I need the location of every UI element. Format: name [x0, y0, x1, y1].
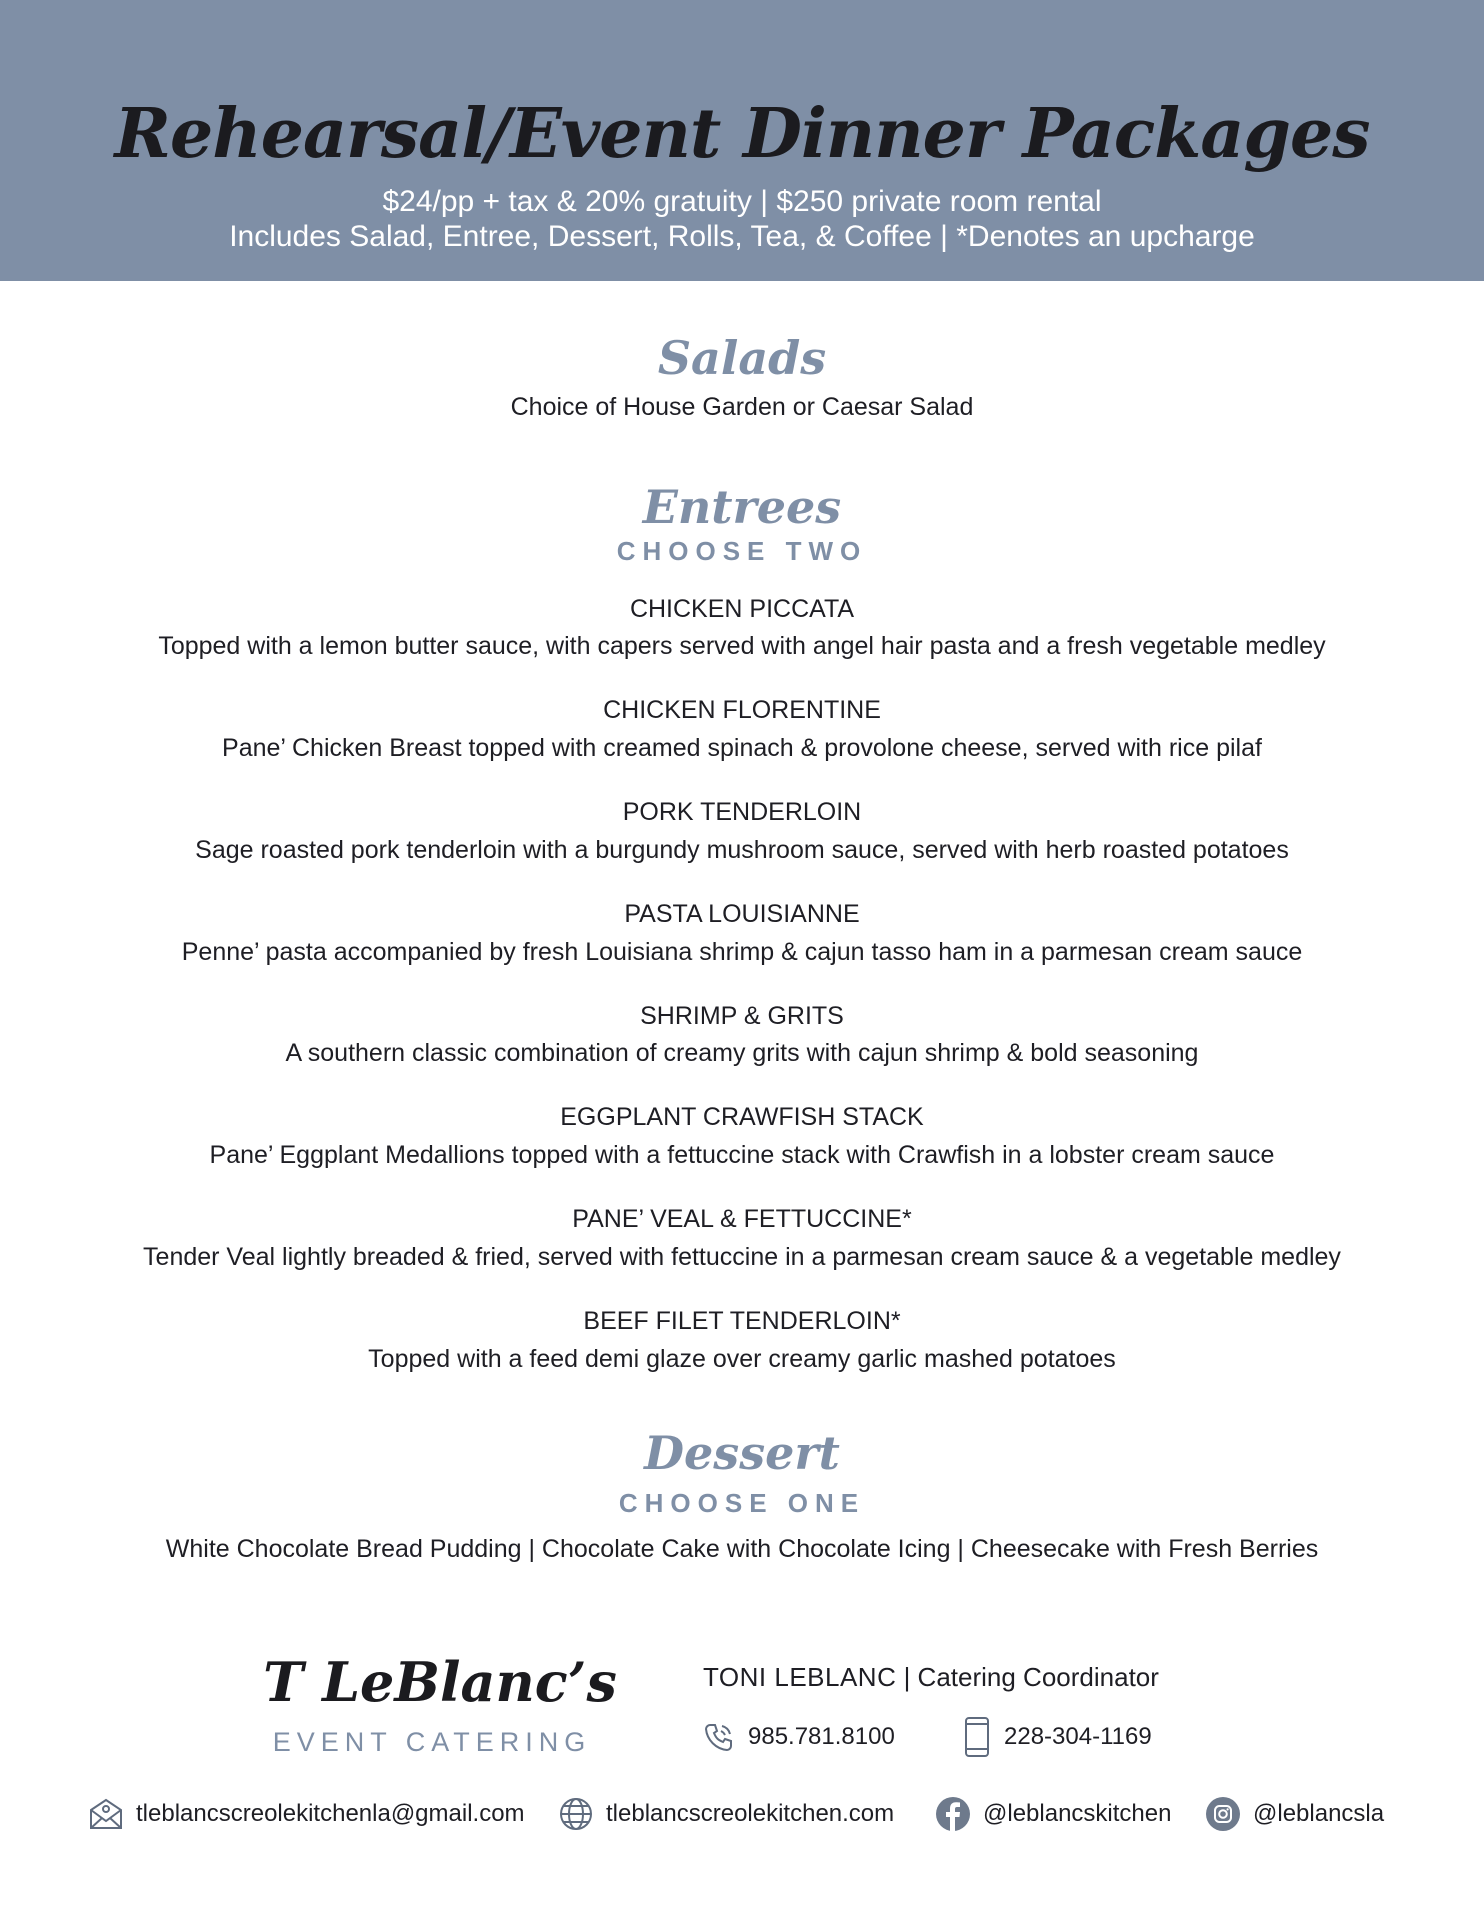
entree-name: PANE’ VEAL & FETTUCCINE*	[572, 1205, 912, 1233]
entrees-heading: Entrees	[642, 480, 842, 534]
entree-name: PASTA LOUISIANNE	[624, 900, 860, 928]
entree-description: Topped with a lemon butter sauce, with capers served with angel hair pasta and a fresh vegetable medley	[158, 632, 1326, 660]
entree-name: SHRIMP & GRITS	[640, 1002, 844, 1030]
dessert-subheading: CHOOSE ONE	[618, 1488, 866, 1518]
instagram-link[interactable]	[1205, 1794, 1384, 1834]
office-phone-number: 985.781.8100	[748, 1723, 895, 1750]
logo-wordmark: T LeBlanc’s	[263, 1650, 617, 1714]
contact-name: TONI LEBLANC	[703, 1662, 897, 1692]
instagram-handle: @leblancsla	[1253, 1800, 1385, 1827]
globe-icon	[558, 1796, 594, 1832]
facebook-icon	[935, 1796, 971, 1832]
entree-description: Pane’ Eggplant Medallions topped with a fettuccine stack with Crawfish in a lobster cream sauce	[209, 1141, 1275, 1169]
entree-description: Sage roasted pork tenderloin with a burgundy mushroom sauce, served with herb roasted potatoes	[195, 836, 1289, 864]
email-contact[interactable]	[88, 1794, 525, 1834]
facebook-link[interactable]	[935, 1794, 1171, 1834]
entrees-subheading: CHOOSE TWO	[616, 536, 868, 566]
entree-name: BEEF FILET TENDERLOIN*	[583, 1307, 901, 1335]
includes-line: Includes Salad, Entree, Dessert, Rolls, Tea, & Coffee | *Denotes an upcharge	[229, 220, 1255, 253]
entree-description: Pane’ Chicken Breast topped with creamed spinach & provolone cheese, served with rice pilaf	[222, 734, 1262, 762]
contact-line	[703, 1664, 1159, 1690]
instagram-icon	[1205, 1796, 1241, 1832]
entree-description: Penne’ pasta accompanied by fresh Louisiana shrimp & cajun tasso ham in a parmesan cream sauce	[181, 938, 1303, 966]
salads-text: Choice of House Garden or Caesar Salad	[510, 393, 974, 421]
contact-role: | Catering Coordinator	[896, 1662, 1159, 1692]
dessert-heading: Dessert	[644, 1426, 840, 1480]
office-phone[interactable]	[702, 1717, 895, 1757]
entree-name: CHICKEN FLORENTINE	[603, 696, 881, 724]
entree-name: CHICKEN PICCATA	[629, 595, 855, 623]
mobile-phone-number: 228-304-1169	[1004, 1723, 1152, 1750]
website-link[interactable]	[558, 1794, 894, 1834]
header-banner	[0, 0, 1484, 281]
entree-description: Topped with a feed demi glaze over creamy garlic mashed potatoes	[368, 1345, 1116, 1373]
website-url: tleblancscreolekitchen.com	[606, 1800, 895, 1827]
salads-heading: Salads	[657, 331, 827, 385]
pricing-line: $24/pp + tax & 20% gratuity | $250 private room rental	[382, 185, 1102, 218]
entree-description: A southern classic combination of creamy grits with cajun shrimp & bold seasoning	[285, 1039, 1199, 1067]
email-address: tleblancscreolekitchenla@gmail.com	[136, 1800, 525, 1827]
dessert-text: White Chocolate Bread Pudding | Chocolate Cake with Chocolate Icing | Cheesecake with Fresh Berries	[165, 1535, 1319, 1563]
email-icon	[88, 1797, 124, 1831]
entree-description: Tender Veal lightly breaded & fried, served with fettuccine in a parmesan cream sauce & a vegetable medley	[143, 1243, 1341, 1271]
page-title: Rehearsal/Event Dinner Packages	[114, 94, 1370, 174]
facebook-handle: @leblancskitchen	[983, 1800, 1172, 1827]
entree-name: EGGPLANT CRAWFISH STACK	[560, 1103, 924, 1131]
mobile-phone-icon	[962, 1716, 992, 1758]
entree-name: PORK TENDERLOIN	[622, 798, 862, 826]
phone-icon	[702, 1720, 736, 1754]
mobile-phone[interactable]	[962, 1717, 1152, 1757]
logo-subtitle: EVENT CATERING	[272, 1727, 592, 1757]
